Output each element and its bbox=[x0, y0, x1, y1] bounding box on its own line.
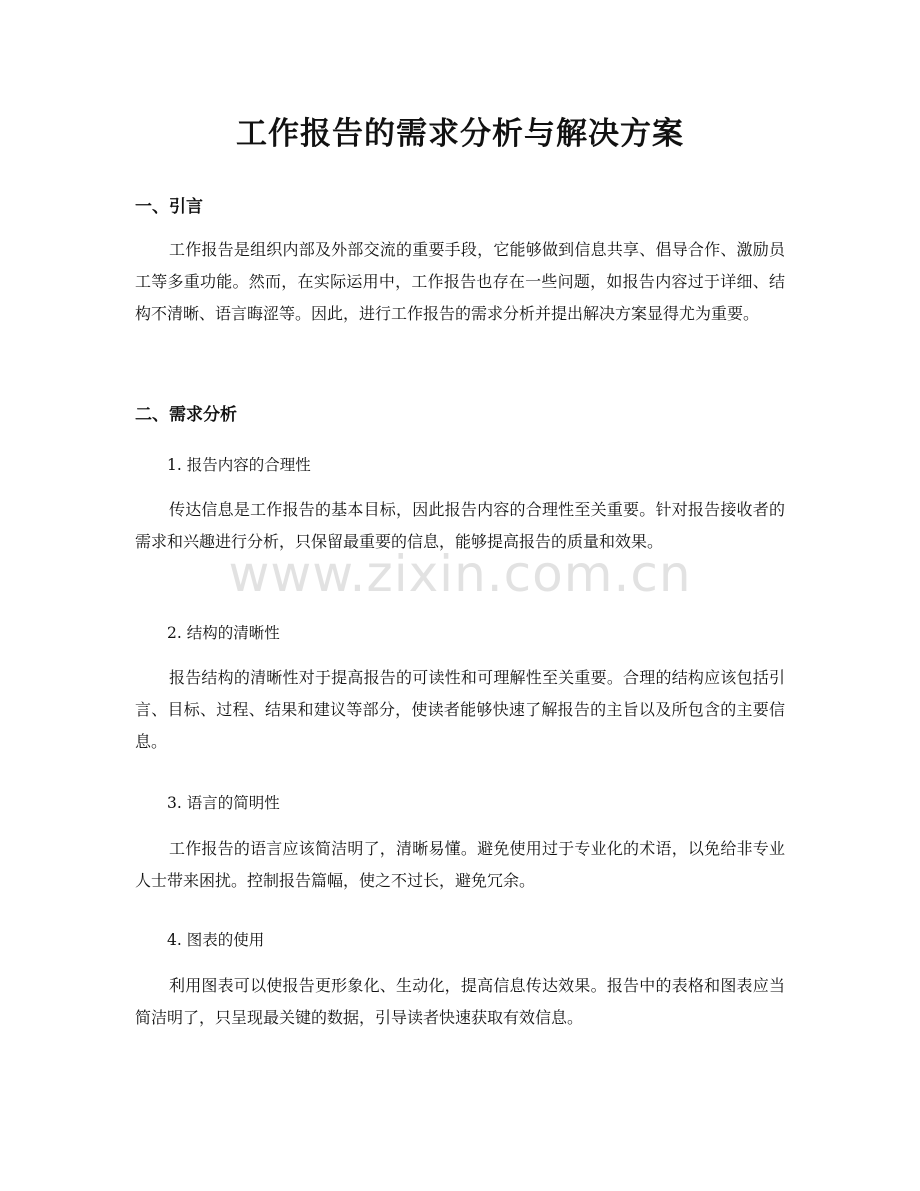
document-title: 工作报告的需求分析与解决方案 bbox=[236, 116, 684, 152]
intro-paragraph: 工作报告是组织内部及外部交流的重要手段，它能够做到信息共享、倡导合作、激励员工等多重功能。然而，在实际运用中，工作报告也存在一些问题，如报告内容过于详细、结构不清晰、语言晦涩等。因此，进行工作报告的需求分析并提出解决方案显得尤为重要。 bbox=[135, 240, 785, 323]
subsection-heading-language: 3. 语言的简明性 bbox=[167, 794, 280, 812]
subsection-heading-charts: 4. 图表的使用 bbox=[167, 931, 265, 949]
charts-paragraph: 利用图表可以使报告更形象化、生动化，提高信息传达效果。报告中的表格和图表应当简洁明了，只呈现最关键的数据，引导读者快速获取有效信息。 bbox=[135, 976, 785, 1027]
section-heading-intro: 一、引言 bbox=[135, 197, 203, 217]
content-paragraph: 传达信息是工作报告的基本目标，因此报告内容的合理性至关重要。针对报告接收者的需求和兴趣进行分析，只保留最重要的信息，能够提高报告的质量和效果。 bbox=[135, 500, 785, 551]
language-paragraph: 工作报告的语言应该简洁明了，清晰易懂。避免使用过于专业化的术语，以免给非专业人士带来困扰。控制报告篇幅，使之不过长，避免冗余。 bbox=[135, 839, 785, 890]
watermark-text: www.zixin.com.cn bbox=[228, 545, 692, 603]
structure-paragraph: 报告结构的清晰性对于提高报告的可读性和可理解性至关重要。合理的结构应该包括引言、目标、过程、结果和建议等部分，使读者能够快速了解报告的主旨以及所包含的主要信息。 bbox=[135, 668, 785, 751]
subsection-heading-structure: 2. 结构的清晰性 bbox=[167, 624, 280, 642]
section-heading-analysis: 二、需求分析 bbox=[135, 405, 237, 425]
subsection-heading-content: 1. 报告内容的合理性 bbox=[167, 456, 311, 474]
